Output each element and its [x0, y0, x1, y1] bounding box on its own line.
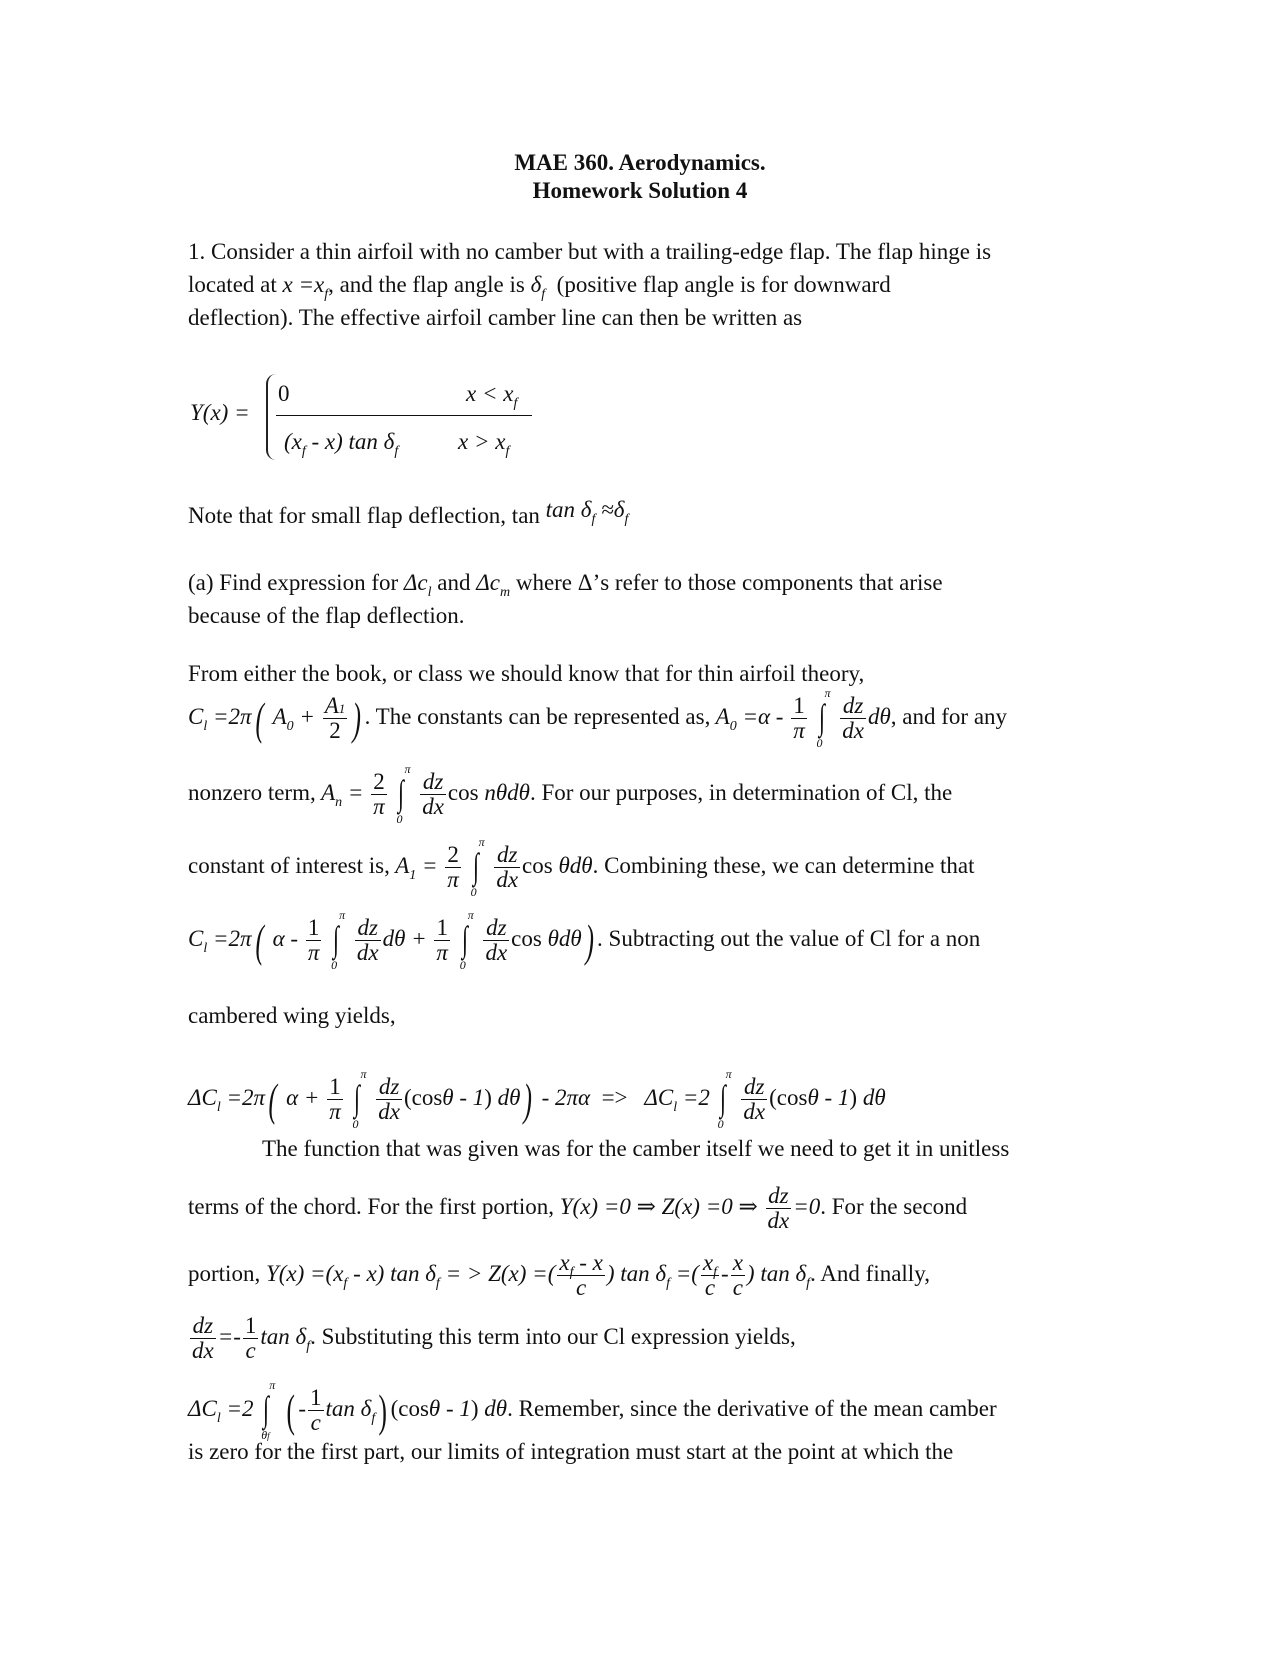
note-math: $\tan \delta_f \approx\delta_f$ [545, 497, 629, 527]
camber-case1-cond: $x < x_f$ [466, 381, 518, 411]
solution-p9: portion, $Y(x) =(x_f - x)$ $\tan \delta_f$ = > Z(x) =( $\frac{x_f - x}{c}$ ) $\tan \delta_f$ =( $\frac{x_f}{c}$ - $\frac{x}{c}$ ) $\tan \delta_f$. And finally, [188, 1250, 930, 1301]
note-text: Note that for small flap deflection, tan [188, 503, 540, 528]
an-equation: nonzero term, $A_n$ = $\frac{2}{\pi}$ ∫ π 0 $\frac{dz}{dx}$ cos nθdθ. For our purposes, in determination of Cl, the [188, 761, 953, 826]
document-title-line1: MAE 360. Aerodynamics. [514, 150, 766, 175]
solution-p12: is zero for the first part, our limits of integration must start at the point at which the [188, 1439, 954, 1464]
delta-symbol: Δ [577, 570, 593, 595]
problem-line-3: deflection). The effective airfoil camber line can then be written as [188, 305, 803, 330]
camber-eq-lhs: Y(x) = [190, 400, 250, 425]
camber-eq-rule [276, 415, 532, 416]
problem-line-2-b: , and the flap angle is [328, 272, 525, 297]
solution-p6: cambered wing yields, [188, 1003, 396, 1028]
cl-combined-equation: $C_l =2\pi$( α - $\frac{1}{\pi}$ ∫ π 0 $\frac{dz}{dx}$ dθ + $\frac{1}{\pi}$ ∫ π 0 $\frac{dz}{dx}$ cos θdθ) . Subtracting out the value of Cl for a non [188, 907, 981, 972]
solution-p10: $\frac{dz}{dx}$ =- $\frac{1}{c}$ $\tan \delta_f$. Substituting this term into our Cl expression yields, [192, 1313, 796, 1364]
problem-line-2-c: (positive flap angle is for downward [556, 272, 891, 297]
solution-p1: From either the book, or class we should know that for thin airfoil theory, [188, 661, 865, 686]
camber-eq-brace [266, 374, 278, 460]
delta-cl-math: $\Delta c_l$ [403, 570, 432, 600]
hinge-location-math: $x =x_f$ [282, 272, 329, 302]
camber-case1-value: 0 [278, 381, 290, 406]
solution-p8: terms of the chord. For the first portion, Y(x) =0 ⇒ Z(x) =0 ⇒ $\frac{dz}{dx}$ =0. For the second [188, 1183, 968, 1234]
a1-equation: constant of interest is, $A_1$ = $\frac{2}{\pi}$ ∫ π 0 $\frac{dz}{dx}$ cos θdθ. Combining these, we can determine that [188, 834, 975, 899]
note-line [188, 497, 629, 528]
problem-line-2 [188, 272, 891, 302]
problem-line-2-a: located at [188, 272, 277, 297]
problem-line-1: 1. Consider a thin airfoil with no camber but with a trailing-edge flap. The flap hinge is [188, 239, 992, 264]
solution-p7: The function that was given was for the camber itself we need to get it in unitless [262, 1136, 1010, 1161]
camber-case2-value: $(x_f - x)$ $\tan \delta_f$ [284, 429, 399, 459]
delta-cl-equation: $\Delta C_l =2\pi$( α + $\frac{1}{\pi}$ ∫ π 0 $\frac{dz}{dx}$ (cosθ - 1) dθ) - 2πα => $\Delta C_l =2$ ∫ π 0 $\frac{dz}{dx}$ (cosθ - 1) dθ [188, 1066, 886, 1131]
delta-cm-math: $\Delta c_m$ [476, 570, 511, 600]
camber-case2-cond: $x > x_f$ [458, 429, 510, 459]
document-title-line2: Homework Solution 4 [532, 178, 748, 203]
part-a-line-1: (a) Find expression for $\Delta c_l$ and $\Delta c_m$ where Δ’s refer to those components that arise [188, 570, 943, 600]
solution-p11: $\Delta C_l =2$ ∫ π θf ( - $\frac{1}{c}$ $\tan \delta_f$) (cosθ - 1) dθ. Remember, since the derivative of the mean camber [188, 1377, 997, 1442]
part-a-line-2: because of the flap deflection. [188, 603, 465, 628]
flap-angle-math: $\delta_f$ [530, 272, 546, 302]
cl-equation: $C_l =2\pi$( $A_0$ + $\frac{A1}{2}$ ) . The constants can be represented as, $A_0 =\alpha$ - $\frac{1}{\pi}$ ∫ π 0 $\frac{dz}{dx}$ dθ, and for any [188, 685, 1008, 750]
